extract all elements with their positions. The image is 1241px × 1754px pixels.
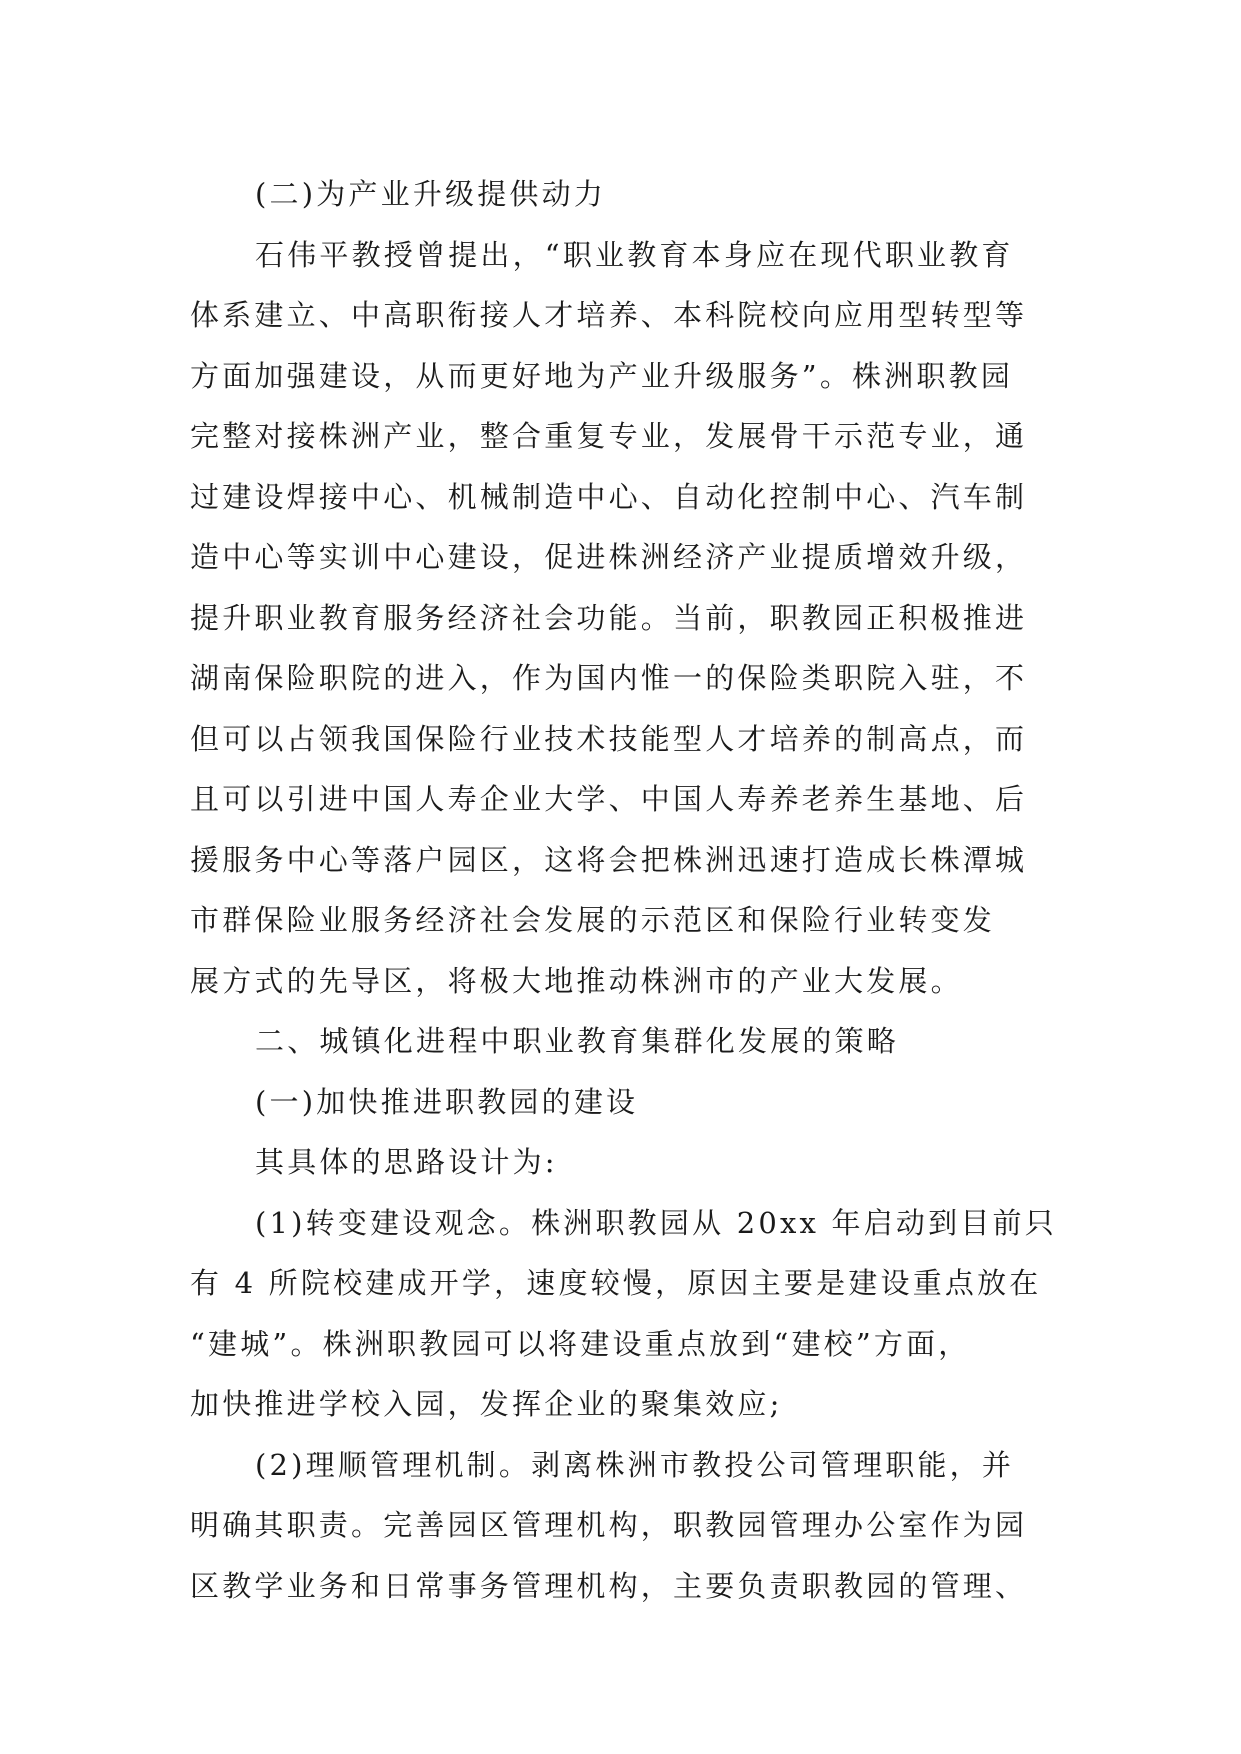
list-item-line: (2)理顺管理机制。剥离株洲市教投公司管理职能，并 [255,1447,1015,1482]
paragraph-line: 造中心等实训中心建设，促进株洲经济产业提质增效升级， [190,540,1028,574]
paragraph-line: 体系建立、中高职衔接人才培养、本科院校向应用型转型等 [190,298,1028,332]
paragraph-line: 方面加强建设，从而更好地为产业升级服务”。株洲职教园 [190,358,1014,393]
list-item-line: 加快推进学校入园，发挥企业的聚集效应; [190,1387,783,1421]
paragraph-line: 过建设焊接中心、机械制造中心、自动化控制中心、汽车制 [190,479,1028,514]
paragraph-line: 其具体的思路设计为: [255,1145,558,1179]
section-heading: (二)为产业升级提供动力 [255,177,607,211]
paragraph-line: 完整对接株洲产业，整合重复专业，发展骨干示范专业，通 [190,419,1028,453]
paragraph-line: 但可以占领我国保险行业技术技能型人才培养的制高点，而 [190,721,1028,756]
paragraph-line: 援服务中心等落户园区，这将会把株洲迅速打造成长株潭城 [190,842,1028,877]
paragraph-line: 提升职业教育服务经济社会功能。当前，职教园正积极推进 [190,600,1028,635]
list-item-line: (1)转变建设观念。株洲职教园从 20xx 年启动到目前只 [255,1205,1057,1240]
paragraph-line: 湖南保险职院的进入，作为国内惟一的保险类职院入驻，不 [190,661,1028,695]
list-item-line: 明确其职责。完善园区管理机构，职教园管理办公室作为园 [190,1508,1028,1542]
section-heading: 二、城镇化进程中职业教育集群化发展的策略 [255,1024,900,1058]
paragraph-line: 石伟平教授曾提出，“职业教育本身应在现代职业教育 [255,237,1014,272]
paragraph-line: 市群保险业服务经济社会发展的示范区和保险行业转变发 [190,903,996,937]
list-item-line: 有 4 所院校建成开学，速度较慢，原因主要是建设重点放在 [190,1266,1042,1300]
document-page [190,164,1070,1616]
paragraph-line: 且可以引进中国人寿企业大学、中国人寿养老养生基地、后 [190,782,1028,816]
paragraph-line: 展方式的先导区，将极大地推动株洲市的产业大发展。 [190,963,963,998]
subsection-heading: (一)加快推进职教园的建设 [255,1084,639,1119]
list-item-line: “建城”。株洲职教园可以将建设重点放到“建校”方面， [190,1326,971,1361]
list-item-line: 区教学业务和日常事务管理机构，主要负责职教园的管理、 [190,1568,1028,1603]
